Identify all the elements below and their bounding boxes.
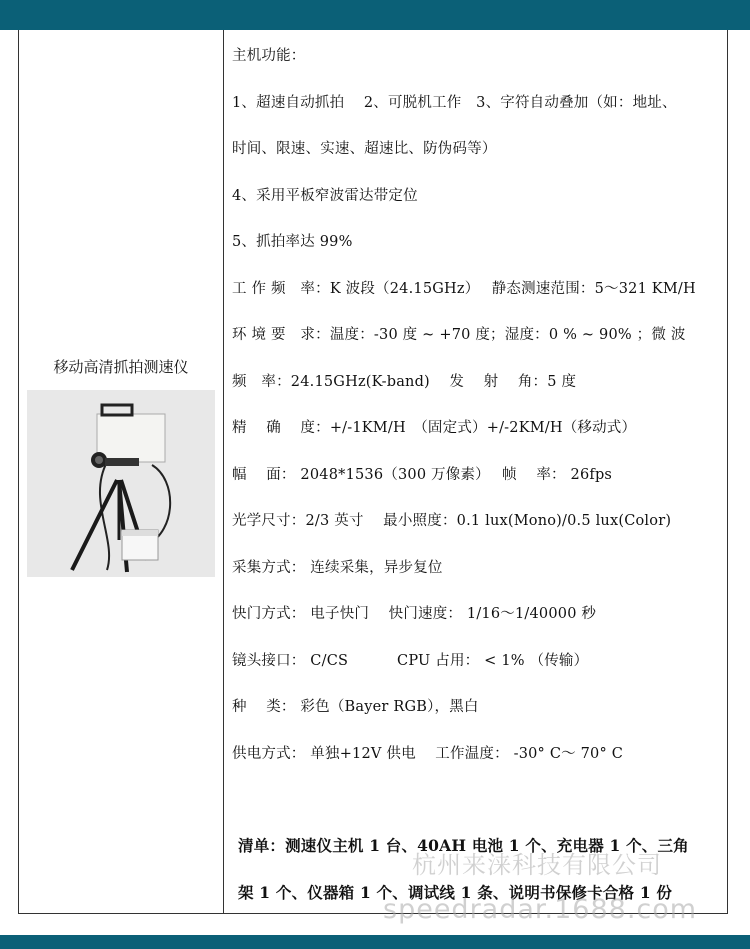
packing-list-line: 架 1 个、仪器箱 1 个、调试线 1 条、说明书保修卡合格 1 份 — [238, 883, 673, 902]
spec-line: 幅 面： 2048*1536（300 万像素） 帧 率： 26fps — [232, 467, 613, 483]
spec-line: 频 率：24.15GHz(K-band) 发 射 角：5 度 — [232, 374, 577, 390]
spec-line: 种 类： 彩色（Bayer RGB），黑白 — [232, 699, 479, 715]
spec-line: 镜头接口： C/CS CPU 占用： < 1% （传输） — [232, 653, 589, 669]
spec-line: 主机功能： — [232, 48, 306, 64]
watermark-site: speedradar.1688.com — [383, 894, 698, 925]
spec-line: 供电方式： 单独+12V 供电 工作温度： -30° C～ 70° C — [232, 746, 624, 762]
spec-line: 时间、限速、实速、超速比、防伪码等） — [232, 141, 497, 157]
column-divider — [223, 30, 224, 914]
spec-line: 工 作 频 率：K 波段（24.15GHz） 静态测速范围：5～321 KM/H — [232, 281, 696, 297]
product-name: 移动高清抓拍测速仪 — [53, 358, 189, 376]
spec-line: 采集方式： 连续采集，异步复位 — [232, 560, 443, 576]
packing-list-line: 清单：测速仪主机 1 台、40AH 电池 1 个、充电器 1 个、三角 — [238, 836, 689, 855]
top-bar — [0, 0, 750, 30]
spec-line: 1、超速自动抓拍 2、可脱机工作 3、字符自动叠加（如：地址、 — [232, 95, 677, 111]
spec-line: 4、采用平板窄波雷达带定位 — [232, 188, 418, 204]
spec-line: 精 确 度：+/-1KM/H （固定式）+/-2KM/H（移动式） — [232, 420, 637, 436]
product-photo — [27, 390, 215, 577]
spec-line: 5、抓拍率达 99% — [232, 234, 353, 250]
spec-line: 环 境 要 求：温度：-30 度 ~ +70 度；湿度：0 % ~ 90% ；微 波 — [232, 327, 686, 343]
speed-camera-on-tripod-image — [27, 390, 215, 577]
spec-line: 光学尺寸：2/3 英寸 最小照度：0.1 lux(Mono)/0.5 lux(Color) — [232, 513, 672, 529]
spec-line: 快门方式： 电子快门 快门速度： 1/16～1/40000 秒 — [232, 606, 597, 622]
bottom-bar — [0, 935, 750, 949]
watermark-company: 杭州来涞科技有限公司 — [412, 851, 662, 879]
